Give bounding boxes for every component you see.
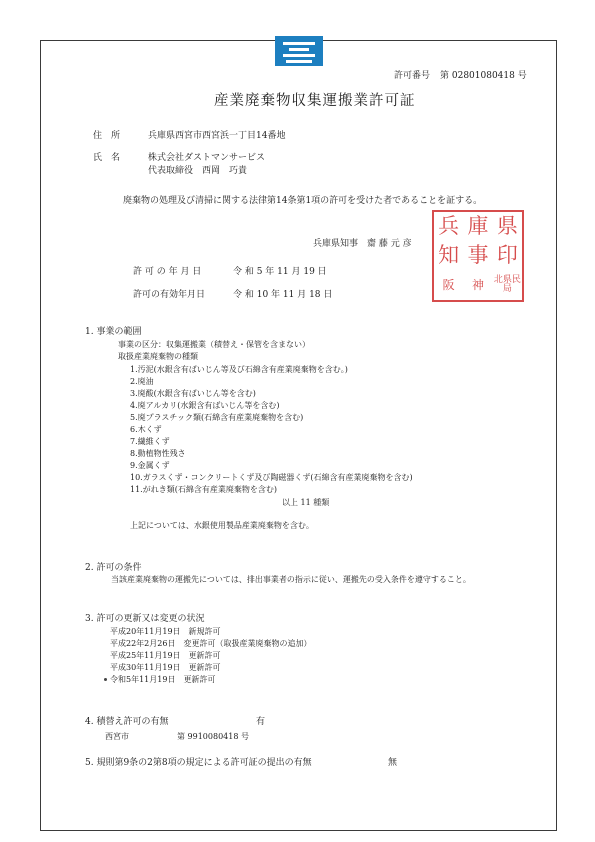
section2-heading: 2. 許可の条件 [85,563,142,573]
address-value: 兵庫県西宮市西宮浜一丁目14番地 [148,131,286,141]
history-row: 平成20年11月19日 新規許可 [110,627,221,636]
section4-heading: 4. 積替え許可の有無 [85,717,169,727]
transfer-permit-number: 第 9910080418 号 [177,732,249,741]
business-category: 事業の区分：収集運搬業（積替え・保管を含まない） [118,340,310,349]
permit-date: 令 和 5 年 11 月 19 日 [233,267,327,277]
representative-name: 代表取締役 西岡 巧貴 [148,166,248,176]
bullet-dot-icon [104,678,107,681]
seal-char: 庫 [467,214,489,239]
document-title: 産業廃棄物収集運搬業許可証 [214,93,416,109]
waste-type-item: 1.汚泥(水銀含有ばいじん等及び石綿含有産業廃棄物を含む。) [130,365,348,374]
issuer-name: 兵庫県知事 齋 藤 元 彦 [313,239,412,249]
transfer-permit-value: 有 [256,717,266,727]
seal-char: 事 [467,243,489,268]
waste-types-total: 以上 11 種類 [282,498,330,507]
seal-char: 阪 [442,278,455,293]
address-label: 住 所 [93,131,121,141]
section3-heading: 3. 許可の更新又は変更の状況 [85,614,205,624]
permit-number-label: 許可番号 [394,71,431,81]
seal-char: 神 [471,278,484,293]
hyogo-emblem-logo [275,36,323,66]
permit-condition-text: 当該産業廃棄物の運搬先については、排出事業者の指示に従い、運搬先の受入条件を遵守すること。 [111,575,471,584]
waste-type-item: 2.廃油 [130,377,154,386]
mercury-note: 上記については、水銀使用製品産業廃棄物を含む。 [130,521,314,530]
transfer-city: 西宮市 [105,732,129,741]
waste-types-heading: 取扱産業廃棄物の種類 [118,352,198,361]
waste-type-item: 11.がれき類(石綿含有産業廃棄物を含む) [130,485,277,494]
permit-number: 第 02801080418 号 [440,71,527,81]
waste-type-item: 5.廃プラスチック類(石綿含有産業廃棄物を含む) [130,413,304,422]
waste-type-item: 6.木くず [130,425,162,434]
seal-char: 北県民局 [493,275,521,295]
seal-char: 県 [496,214,518,239]
waste-type-item: 7.繊維くず [130,437,170,446]
expiry-date: 令 和 10 年 11 月 18 日 [233,290,333,300]
permit-date-label: 許 可 の 年 月 日 [133,267,202,277]
waste-type-item: 9.金属くず [130,461,170,470]
waste-type-item: 8.動植物性残さ [130,449,186,458]
seal-char: 知 [438,243,460,268]
history-row: 令和5年11月19日 更新許可 [110,675,216,684]
official-seal [432,210,524,302]
seal-char: 印 [496,243,518,268]
company-name: 株式会社ダストマンサービス [148,153,266,163]
name-label: 氏 名 [93,153,121,163]
submission-value: 無 [388,758,398,768]
waste-type-item: 3.廃酸(水銀含有ばいじん等を含む) [130,389,256,398]
waste-type-item: 4.廃アルカリ(水銀含有ばいじん等を含む) [130,401,280,410]
history-row: 平成22年2月26日 変更許可（取扱産業廃棄物の追加） [110,639,312,648]
expiry-date-label: 許可の有効年月日 [133,290,206,300]
section5-heading: 5. 規則第9条の2第8項の規定による許可証の提出の有無 [85,758,312,768]
seal-char: 兵 [438,214,460,239]
history-row: 平成25年11月19日 更新許可 [110,651,221,660]
section1-heading: 1. 事業の範囲 [85,327,142,337]
waste-type-item: 10.ガラスくず・コンクリートくず及び陶磁器くず(石綿含有産業廃棄物を含む) [130,473,413,482]
history-row: 平成30年11月19日 更新許可 [110,663,221,672]
certification-text: 廃棄物の処理及び清掃に関する法律第14条第1項の許可を受けた者であることを証する。 [123,196,483,206]
